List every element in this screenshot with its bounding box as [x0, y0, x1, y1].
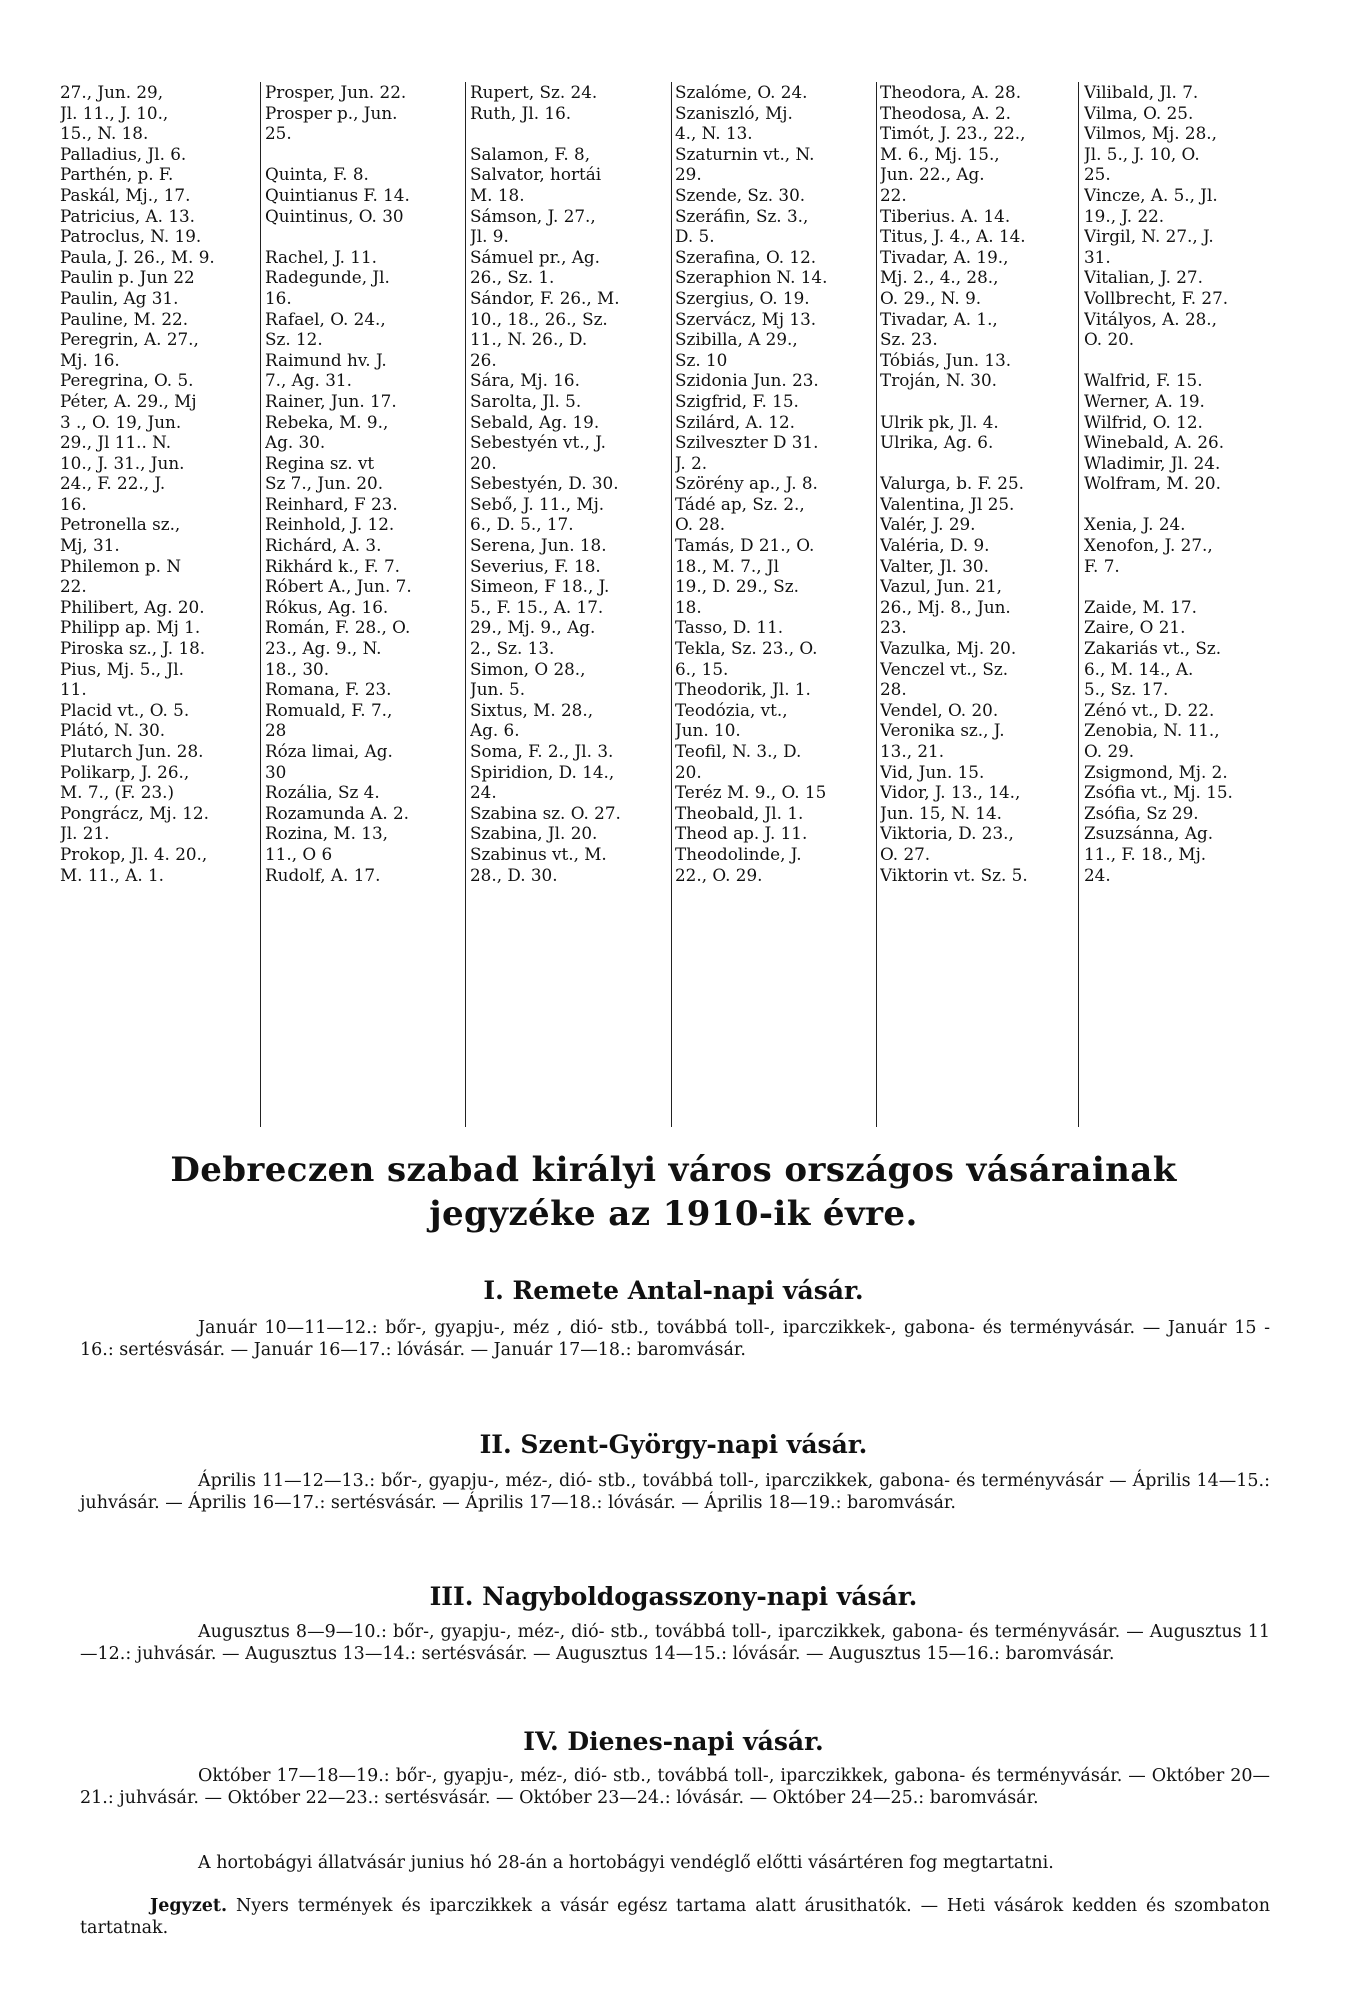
nameday-entry: 11., F. 18., Mj. [1084, 843, 1207, 864]
nameday-entry: 28 [265, 720, 287, 741]
nameday-entry: Péter, A. 29., Mj [60, 390, 197, 411]
nameday-entry: Patroclus, N. 19. [60, 226, 202, 247]
nameday-entry: Winebald, A. 26. [1084, 432, 1225, 453]
nameday-entry: Szende, Sz. 30. [675, 184, 806, 205]
nameday-entry: 4., N. 13. [675, 123, 753, 144]
nameday-entry: Philibert, Ag. 20. [60, 596, 205, 617]
nameday-entry: Szibilla, A 29., [675, 329, 798, 350]
nameday-entry: 20. [470, 452, 497, 473]
nameday-entry: 5., Sz. 17. [1084, 679, 1169, 700]
nameday-entry: Philipp ap. Mj 1. [60, 617, 201, 638]
nameday-entry: 16. [60, 493, 87, 514]
nameday-entry: Troján, N. 30. [880, 370, 997, 391]
nameday-entry: Richárd, A. 3. [265, 535, 382, 556]
nameday-entry: Sebestyén vt., J. [470, 432, 606, 453]
nameday-entry: Zsófia vt., Mj. 15. [1084, 782, 1233, 803]
nameday-entry: Simon, O 28., [470, 658, 586, 679]
nameday-entry: Jun. 15, N. 14. [880, 802, 1002, 823]
nameday-entry: M. 11., A. 1. [60, 864, 165, 885]
nameday-entry: Philemon p. N [60, 555, 182, 576]
nameday-entry: Szeraphion N. 14. [675, 267, 828, 288]
nameday-entry: Jun. 5. [470, 679, 526, 700]
nameday-entry: Vendel, O. 20. [880, 699, 999, 720]
nameday-entry: Timót, J. 23., 22., [880, 123, 1026, 144]
nameday-entry: 20. [675, 761, 702, 782]
nameday-entry [1084, 494, 1264, 515]
nameday-entry: Xenofon, J. 27., [1084, 535, 1213, 556]
nameday-entry: Rafael, O. 24., [265, 308, 386, 329]
nameday-entry: Plutarch Jun. 28. [60, 741, 204, 761]
nameday-entry: Szörény ap., J. 8. [675, 473, 818, 494]
nameday-entry: Sára, Mj. 16. [470, 370, 580, 391]
nameday-entry: Szaturnin vt., N. [675, 143, 815, 164]
nameday-entry: Wladimir, Jl. 24. [1084, 452, 1221, 473]
nameday-entry: Jl. 21. [60, 823, 110, 844]
nameday-entry: 2., Sz. 13. [470, 638, 555, 659]
section-heading-3: III. Nagyboldogasszony-napi vásár. [429, 1582, 918, 1611]
main-title-line-2: jegyzéke az 1910-ik évre. [429, 1194, 918, 1234]
nameday-entry: 25. [265, 123, 292, 144]
nameday-entry: 22. [880, 184, 907, 205]
nameday-entry: Teofil, N. 3., D. [675, 741, 802, 761]
nameday-entry: Sebő, J. 11., Mj. [470, 493, 605, 514]
nameday-entry: Jl. 5., J. 10, O. [1084, 143, 1200, 164]
nameday-entry: 26., Sz. 1. [470, 267, 555, 288]
nameday-entry: Serena, Jun. 18. [470, 535, 607, 556]
nameday-entry: Regina sz. vt [265, 452, 375, 473]
nameday-entry: Prokop, Jl. 4. 20., [60, 843, 208, 864]
nameday-entry: 24., F. 22., J. [60, 473, 166, 494]
nameday-entry: Peregrina, O. 5. [60, 370, 194, 391]
nameday-entry: 13., 21. [880, 741, 945, 761]
nameday-entry: Romana, F. 23. [265, 679, 392, 700]
nameday-entry: Jun. 10. [675, 720, 741, 741]
nameday-entry: Valurga, b. F. 25. [880, 473, 1024, 494]
nameday-entry: 19., J. 22. [1084, 205, 1165, 226]
nameday-entry [1084, 576, 1264, 597]
nameday-entry: Sarolta, Jl. 5. [470, 390, 582, 411]
nameday-entry: Zénó vt., D. 22. [1084, 699, 1215, 720]
nameday-entry: Vitalian, J. 27. [1084, 267, 1203, 288]
footnote-text: Nyers termények és iparczikkek a vásár egész tartama alatt árusithatók. — Heti vásárok kedden és szombaton tartatnak. [80, 1896, 1270, 1938]
nameday-entry: 6., D. 5., 17. [470, 514, 574, 535]
nameday-entry: 31. [1084, 246, 1111, 267]
nameday-entry: Valter, Jl. 30. [880, 555, 989, 576]
nameday-entry: 29. [675, 164, 702, 185]
section-heading-2: II. Szent-György-napi vásár. [479, 1430, 868, 1459]
nameday-entry: Szabina, Jl. 20. [470, 823, 598, 844]
nameday-entry: Sz 7., Jun. 20. [265, 473, 384, 494]
nameday-entry: Spiridion, D. 14., [470, 761, 615, 782]
nameday-entry: 28. [880, 679, 907, 700]
nameday-entry: 27., Jun. 29, [60, 82, 164, 102]
nameday-entry: 10., 18., 26., Sz. [470, 308, 608, 329]
nameday-entry: Radegunde, Jl. [265, 267, 390, 288]
nameday-entry: Paulin p. Jun 22 [60, 267, 195, 288]
nameday-entry: Szaniszló, Mj. [675, 102, 793, 123]
nameday-entry: J. 2. [675, 452, 708, 473]
nameday-entry: 24. [1084, 864, 1111, 885]
nameday-entry: Ag. 6. [470, 720, 520, 741]
nameday-entry: Zenobia, N. 11., [1084, 720, 1220, 741]
nameday-entry: 18. [675, 596, 702, 617]
nameday-entry: Jun. 22., Ag. [880, 164, 985, 185]
column-divider [876, 82, 877, 1127]
nameday-entry: 23., Ag. 9., N. [265, 638, 382, 659]
nameday-column-2 [265, 82, 463, 1132]
nameday-entry: Tóbiás, Jun. 13. [880, 349, 1012, 370]
nameday-column-5 [880, 82, 1078, 1132]
section-text-2: Április 11—12—13.: bőr-, gyapju-, méz-, dió- stb., továbbá toll-, iparczikkek, gabona- és terményvásár — Április 14—15.: juhvásár. — Április 16—17.: sertésvásár. — Április 17—18.: lóvásár. — Április 18—19.: baromvásár. [80, 1471, 1270, 1513]
nameday-entry: Salamon, F. 8, [470, 143, 591, 164]
nameday-index [60, 82, 1347, 1132]
nameday-entry: Titus, J. 4., A. 14. [880, 226, 1026, 247]
nameday-entry: O. 27. [880, 843, 931, 864]
nameday-entry: Virgil, N. 27., J. [1084, 226, 1214, 247]
nameday-entry: Peregrin, A. 27., [60, 329, 199, 350]
nameday-column-3 [470, 82, 670, 1132]
nameday-entry: 10., J. 31., Jun. [60, 452, 185, 473]
nameday-entry: 16. [265, 287, 292, 308]
nameday-entry: Zsófia, Sz 29. [1084, 802, 1199, 823]
nameday-entry: 26. [470, 349, 497, 370]
nameday-entry: Vilmos, Mj. 28., [1084, 123, 1217, 144]
nameday-entry: 18., M. 7., Jl [675, 555, 779, 576]
nameday-entry: Teodózia, vt., [675, 699, 788, 720]
nameday-entry: F. 7. [1084, 555, 1120, 576]
nameday-entry: Vazulka, Mj. 20. [880, 638, 1017, 659]
nameday-entry: Vid, Jun. 15. [880, 761, 985, 782]
nameday-entry: Jl. 11., J. 10., [60, 102, 169, 123]
nameday-entry [1084, 350, 1264, 371]
nameday-entry: Xenia, J. 24. [1084, 514, 1186, 535]
nameday-entry: Sixtus, M. 28., [470, 699, 594, 720]
nameday-entry: Szabinus vt., M. [470, 843, 607, 864]
nameday-entry: O. 28. [675, 514, 726, 535]
nameday-entry: M. 18. [470, 184, 525, 205]
nameday-entry: D. 5. [675, 226, 715, 247]
nameday-entry: Szidonia Jun. 23. [675, 370, 819, 391]
nameday-entry: Paskál, Mj., 17. [60, 184, 191, 205]
nameday-entry: Pongrácz, Mj. 12. [60, 802, 209, 823]
nameday-entry: Rozália, Sz 4. [265, 782, 380, 803]
nameday-entry: Vilibald, Jl. 7. [1084, 82, 1199, 102]
nameday-entry: Walfrid, F. 15. [1084, 370, 1203, 391]
section-heading-4: IV. Dienes-napi vásár. [523, 1727, 824, 1756]
nameday-entry: Prosper, Jun. 22. [265, 82, 407, 102]
nameday-entry: Wilfrid, O. 12. [1084, 411, 1203, 432]
nameday-entry: Rachel, J. 11. [265, 246, 377, 267]
nameday-entry: Sz. 10 [675, 349, 728, 370]
nameday-entry: Reinhold, J. 12. [265, 514, 395, 535]
nameday-entry: Teréz M. 9., O. 15 [675, 782, 827, 803]
nameday-entry: Sz. 23. [880, 329, 938, 350]
nameday-entry: Ulrik pk, Jl. 4. [880, 411, 999, 432]
nameday-entry: Piroska sz., J. 18. [60, 638, 206, 659]
nameday-entry: Tamás, D 21., O. [675, 535, 815, 556]
footnote-label: Jegyzet. [150, 1896, 228, 1916]
nameday-entry: Valér, J. 29. [880, 514, 976, 535]
nameday-entry: M. 7., (F. 23.) [60, 782, 175, 803]
nameday-entry: Szalóme, O. 24. [675, 82, 808, 102]
nameday-entry: Mj. 2., 4., 28., [880, 267, 999, 288]
hortobagy-note: A hortobágyi állatvásár junius hó 28-án a hortobágyi vendéglő előtti vásártéren fog megtartatni. [198, 1853, 1054, 1873]
nameday-entry: O. 29. [1084, 741, 1135, 761]
nameday-entry: Tivadar, A. 1., [880, 308, 998, 329]
nameday-entry: Rebeka, M. 9., [265, 411, 389, 432]
nameday-entry: Sz. 12. [265, 329, 323, 350]
footnote [80, 1896, 1270, 1939]
nameday-entry: 29., Mj. 9., Ag. [470, 617, 596, 638]
nameday-entry: 6., M. 14., A. [1084, 658, 1194, 679]
nameday-entry: Patricius, A. 13. [60, 205, 196, 226]
nameday-entry: Zakariás vt., Sz. [1084, 638, 1222, 659]
nameday-entry [265, 226, 463, 247]
nameday-entry: 22. [60, 576, 87, 597]
nameday-entry: Sebald, Ag. 19. [470, 411, 600, 432]
column-divider [1078, 82, 1079, 1127]
nameday-entry: Theodolinde, J. [675, 843, 802, 864]
nameday-entry: Zaire, O 21. [1084, 617, 1186, 638]
nameday-entry: Rupert, Sz. 24. [470, 82, 598, 102]
nameday-entry [265, 144, 463, 165]
nameday-entry: Ruth, Jl. 16. [470, 102, 572, 123]
nameday-entry: 30 [265, 761, 287, 782]
column-divider [260, 82, 261, 1127]
nameday-entry: Theodosa, A. 2. [880, 102, 1011, 123]
nameday-entry: 3 ., O. 19, Jun. [60, 411, 182, 432]
nameday-entry: Romuald, F. 7., [265, 699, 393, 720]
nameday-entry: 11., N. 26., D. [470, 329, 588, 350]
nameday-entry [880, 391, 1078, 412]
nameday-entry: 24. [470, 782, 497, 803]
nameday-entry: Ulrika, Ag. 6. [880, 432, 994, 453]
nameday-entry: M. 6., Mj. 15., [880, 143, 1000, 164]
nameday-entry: Róza limai, Ag. [265, 741, 393, 761]
nameday-entry: Paulin, Ag 31. [60, 287, 179, 308]
nameday-entry: 7., Ag. 31. [265, 370, 352, 391]
nameday-entry: Vollbrecht, F. 27. [1084, 287, 1229, 308]
nameday-entry: 29., Jl 11.. N. [60, 432, 172, 453]
nameday-entry: 11., O 6 [265, 843, 333, 864]
main-title-line-1: Debreczen szabad királyi város országos vásárainak [170, 1150, 1177, 1190]
nameday-entry: Viktoria, D. 23., [880, 823, 1014, 844]
nameday-entry: Reinhard, F 23. [265, 493, 398, 514]
nameday-entry: Ag. 30. [265, 432, 326, 453]
nameday-entry: Veronika sz., J. [880, 720, 1005, 741]
nameday-entry: Szigfrid, F. 15. [675, 390, 799, 411]
nameday-entry: Rikhárd k., F. 7. [265, 555, 400, 576]
section-text-4: Október 17—18—19.: bőr-, gyapju-, méz-, dió- stb., továbbá toll-, iparczikkek, gabona- és terményvásár. — Október 20—21.: juhvásár. — Október 22—23.: sertésvásár. — Október 23—24.: lóvásár. — Október 24—25.: baromvásár. [80, 1766, 1270, 1808]
nameday-entry: O. 29., N. 9. [880, 287, 982, 308]
nameday-entry: O. 20. [1084, 329, 1135, 350]
section-heading-1: I. Remete Antal-napi vásár. [483, 1276, 864, 1305]
nameday-entry: Zsigmond, Mj. 2. [1084, 761, 1228, 782]
nameday-entry: Theobald, Jl. 1. [675, 802, 804, 823]
nameday-entry: Szabina sz. O. 27. [470, 802, 621, 823]
nameday-entry: Szergius, O. 19. [675, 287, 810, 308]
nameday-entry: 11. [60, 679, 87, 700]
nameday-entry: 18., 30. [265, 658, 330, 679]
nameday-entry: Prosper p., Jun. [265, 102, 398, 123]
column-divider [465, 82, 466, 1127]
nameday-entry: Zsuzsánna, Ag. [1084, 823, 1214, 844]
nameday-entry: Tivadar, A. 19., [880, 246, 1009, 267]
nameday-entry: Szeráfin, Sz. 3., [675, 205, 809, 226]
nameday-entry: Sebestyén, D. 30. [470, 473, 619, 494]
nameday-entry: Szilárd, A. 12. [675, 411, 795, 432]
nameday-entry: Quintianus F. 14. [265, 184, 410, 205]
nameday-entry: Vincze, A. 5., Jl. [1084, 184, 1218, 205]
nameday-entry: Pius, Mj. 5., Jl. [60, 658, 184, 679]
nameday-entry: Vilma, O. 25. [1084, 102, 1194, 123]
nameday-column-4 [675, 82, 875, 1132]
nameday-entry: Rainer, Jun. 17. [265, 390, 397, 411]
nameday-entry: Theodorik, Jl. 1. [675, 679, 811, 700]
nameday-entry: Salvator, hortái [470, 164, 602, 185]
nameday-entry: Theod ap. J. 11. [675, 823, 808, 844]
nameday-entry: Rozina, M. 13, [265, 823, 388, 844]
column-divider [671, 82, 672, 1127]
nameday-entry: Vidor, J. 13., 14., [880, 782, 1021, 803]
nameday-entry: Valéria, D. 9. [880, 535, 990, 556]
section-text-3: Augusztus 8—9—10.: bőr-, gyapju-, méz-, dió- stb., továbbá toll-, iparczikkek, gabona- és terményvásár. — Augusztus 11—12.: juhvásár. — Augusztus 13—14.: sertésvásár. — Augusztus 14—15.: lóvásár. — Augusztus 15—16.: baromvásár. [80, 1622, 1270, 1664]
nameday-entry: Szerafina, O. 12. [675, 246, 817, 267]
nameday-entry: Wolfram, M. 20. [1084, 473, 1221, 494]
nameday-entry: Rozamunda A. 2. [265, 802, 409, 823]
nameday-entry: 22., O. 29. [675, 864, 763, 885]
nameday-entry: 26., Mj. 8., Jun. [880, 596, 1011, 617]
nameday-entry: Petronella sz., [60, 514, 181, 535]
nameday-entry: Jl. 9. [470, 226, 509, 247]
nameday-entry: 15., N. 18. [60, 123, 149, 144]
nameday-entry: Rudolf, A. 17. [265, 864, 381, 885]
nameday-entry: Rókus, Ag. 16. [265, 596, 389, 617]
nameday-entry: Róbert A., Jun. 7. [265, 576, 412, 597]
nameday-entry: Tasso, D. 11. [675, 617, 784, 638]
nameday-entry: Polikarp, J. 26., [60, 761, 190, 782]
nameday-entry [470, 123, 670, 144]
nameday-entry: Plátó, N. 30. [60, 720, 166, 741]
nameday-entry: Tiberius. A. 14. [880, 205, 1011, 226]
nameday-entry: Theodora, A. 28. [880, 82, 1022, 102]
nameday-entry: Szilveszter D 31. [675, 432, 819, 453]
nameday-entry: Raimund hv. J. [265, 349, 387, 370]
nameday-entry: 25. [1084, 164, 1111, 185]
nameday-entry: 5., F. 15., A. 17. [470, 596, 604, 617]
nameday-entry: Quintinus, O. 30 [265, 205, 404, 226]
nameday-entry: Soma, F. 2., Jl. 3. [470, 741, 614, 761]
section-text-1: Január 10—11—12.: bőr-, gyapju-, méz , dió- stb., továbbá toll-, iparczikkek-, gabona- és terményvásár. — Január 15 - 16.: sertésvásár. — Január 16—17.: lóvásár. — Január 17—18.: baromvásár. [80, 1318, 1270, 1360]
nameday-entry: Román, F. 28., O. [265, 617, 411, 638]
nameday-entry: Sámuel pr., Ag. [470, 246, 600, 267]
nameday-entry: Severius, F. 18. [470, 555, 601, 576]
nameday-entry: Mj. 16. [60, 349, 120, 370]
nameday-entry: Paula, J. 26., M. 9. [60, 246, 215, 267]
nameday-entry: 23. [880, 617, 907, 638]
nameday-entry [880, 453, 1078, 474]
nameday-entry: Valentina, Jl 25. [880, 493, 1015, 514]
nameday-entry: Sámson, J. 27., [470, 205, 596, 226]
nameday-entry: 19., D. 29., Sz. [675, 576, 799, 597]
nameday-entry: Mj, 31. [60, 535, 120, 556]
nameday-entry: Pauline, M. 22. [60, 308, 189, 329]
nameday-column-1 [60, 82, 260, 1132]
nameday-entry: Viktorin vt. Sz. 5. [880, 864, 1028, 885]
nameday-entry: Simeon, F 18., J. [470, 576, 610, 597]
nameday-entry: Venczel vt., Sz. [880, 658, 1009, 679]
nameday-entry: Sándor, F. 26., M. [470, 287, 620, 308]
nameday-entry: Werner, A. 19. [1084, 390, 1205, 411]
nameday-entry: Placid vt., O. 5. [60, 699, 190, 720]
nameday-entry: 28., D. 30. [470, 864, 558, 885]
nameday-entry: Vazul, Jun. 21, [880, 576, 1002, 597]
nameday-entry: Quinta, F. 8. [265, 164, 369, 185]
nameday-entry: Parthén, p. F. [60, 164, 174, 185]
nameday-entry: Zaide, M. 17. [1084, 596, 1197, 617]
nameday-entry: 6., 15. [675, 658, 729, 679]
nameday-entry: Palladius, Jl. 6. [60, 143, 187, 164]
nameday-entry: Vitályos, A. 28., [1084, 308, 1217, 329]
nameday-entry: Szervácz, Mj 13. [675, 308, 817, 329]
nameday-entry: Tekla, Sz. 23., O. [675, 638, 818, 659]
nameday-column-6 [1084, 82, 1264, 1132]
nameday-entry: Tádé ap, Sz. 2., [675, 493, 805, 514]
